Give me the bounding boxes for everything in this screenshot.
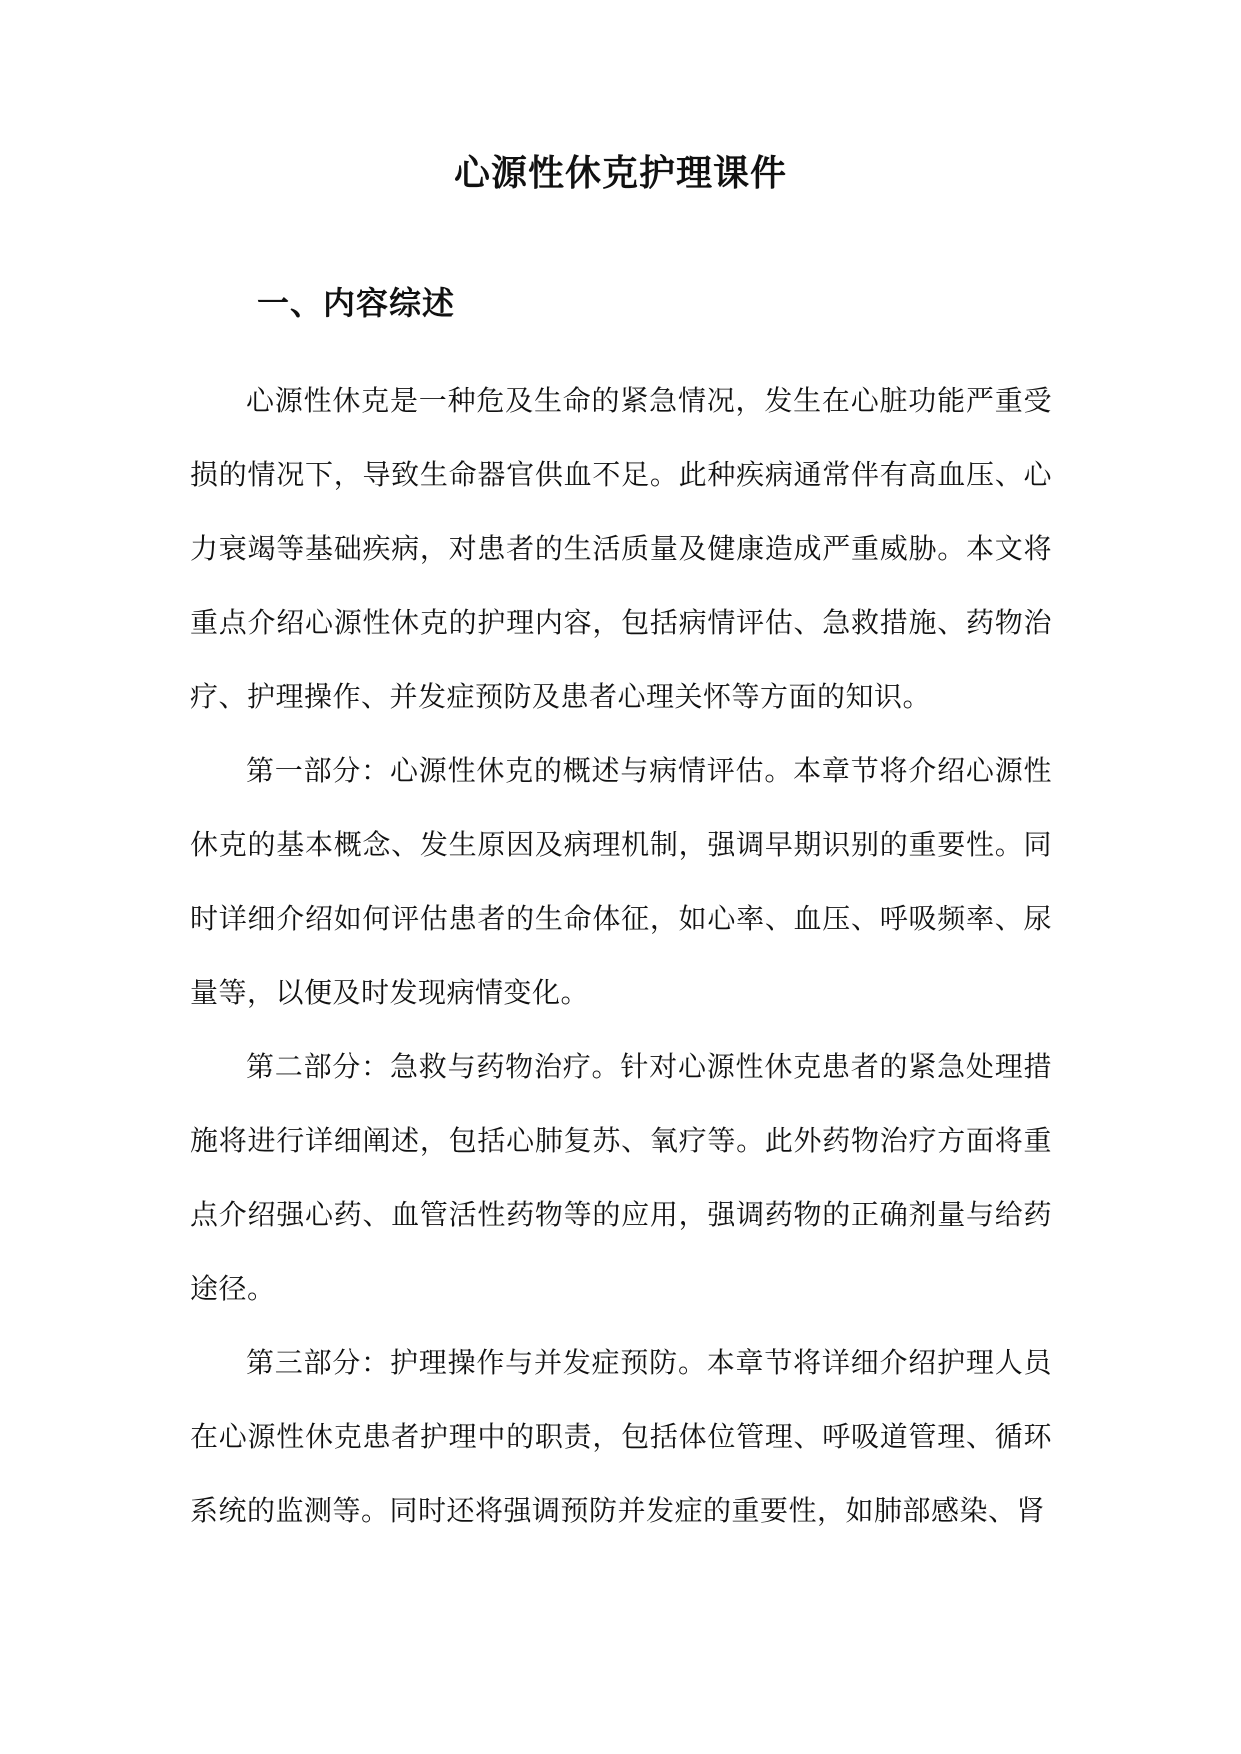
section-heading: 一、内容综述 (257, 284, 456, 322)
document-body (190, 364, 1052, 1548)
paragraph-part-one: 第一部分：心源性休克的概述与病情评估。本章节将介绍心源性休克的基本概念、发生原因及病理机制，强调早期识别的重要性。同时详细介绍如何评估患者的生命体征，如心率、血压、呼吸频率、尿量等，以便及时发现病情变化。 (190, 754, 1052, 1009)
paragraph-intro: 心源性休克是一种危及生命的紧急情况，发生在心脏功能严重受损的情况下，导致生命器官供血不足。此种疾病通常伴有高血压、心力衰竭等基础疾病，对患者的生活质量及健康造成严重威胁。本文将重点介绍心源性休克的护理内容，包括病情评估、急救措施、药物治疗、护理操作、并发症预防及患者心理关怀等方面的知识。 (190, 384, 1052, 713)
paragraph-part-three: 第三部分：护理操作与并发症预防。本章节将详细介绍护理人员在心源性休克患者护理中的职责，包括体位管理、呼吸道管理、循环系统的监测等。同时还将强调预防并发症的重要性，如肺部感染、肾 (190, 1346, 1052, 1527)
paragraph-part-two: 第二部分：急救与药物治疗。针对心源性休克患者的紧急处理措施将进行详细阐述，包括心肺复苏、氧疗等。此外药物治疗方面将重点介绍强心药、血管活性药物等的应用，强调药物的正确剂量与给药途径。 (190, 1050, 1052, 1305)
document-title: 心源性休克护理课件 (453, 152, 787, 194)
